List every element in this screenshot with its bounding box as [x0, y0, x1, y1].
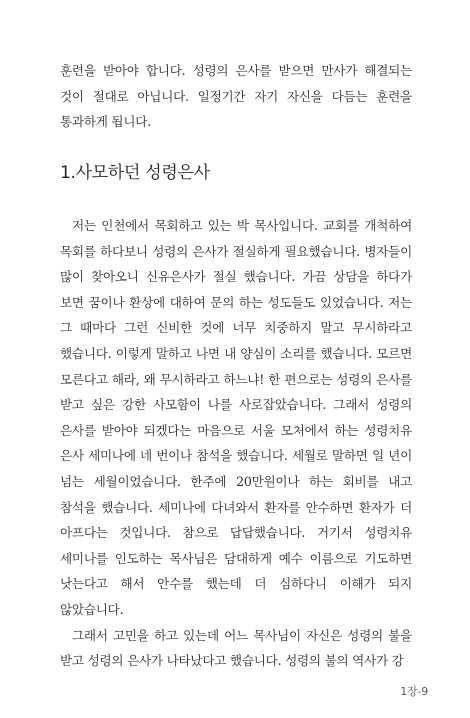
paragraph-1: 저는 인천에서 목회하고 있는 박 목사입니다. 교회를 개척하여 목회를 하다보니 성령의 은사가 절실하게 필요했습니다. 병자들이 많이 찾아오니 신유은사가 절실 했습니다. 가끔 상담을 하다가 보면 꿈이나 환상에 대하여 문의 하는 성도들도 있었습니다. 저는 그 때마다 그런 신비한 것에 너무 치중하지 말고 무시하라고 했습니다. 이렇게 말하고 나면 내 양심이 소리를 했습니다. 모르면 모른다고 해라, 왜 무시하라고 하느냐! 한 편으로는 성령의 은사를 받고 싶은 강한 사모함이 나를 사로잡았습니다. 그래서 성령의 은사를 받아야 되겠다는 마음으로 서울 모처에서 하는 성령치유 은사 세미나에 네 번이나 참석을 했습니다. 세월로 말하면 일 년이 넘는 세월이었습니다. 한주에 20만원이나 하는 회비를 내고 참석을 했습니다. 세미나에 다녀와서 환자를 안수하면 환자가 더 아프다는 것입니다. 참으로 답답했습니다. 거기서 성령치유 세미나를 인도하는 목사님은 담대하게 예수 이름으로 기도하면 낫는다고 해서 안수를 했는데 더 심하다니 이해가 되지 않았습니다. — [60, 218, 412, 617]
intro-text: 훈련을 받아야 합니다. 성령의 은사를 받으면 만사가 해결되는 것이 절대로 아닙니다. 일정기간 자기 자신을 다듬는 훈련을 통과하게 됩니다. — [60, 63, 412, 130]
paragraph-2: 그래서 고민을 하고 있는데 어느 목사님이 자신은 성령의 불을 받고 성령의 은사가 나타났다고 했습니다. 성령의 불의 역사가 강 — [60, 627, 412, 669]
page-number: 1장-9 — [400, 685, 428, 698]
intro-paragraph — [60, 58, 412, 135]
section-heading: 1.사모하던 성령은사 — [60, 163, 210, 183]
body-text — [60, 213, 412, 674]
